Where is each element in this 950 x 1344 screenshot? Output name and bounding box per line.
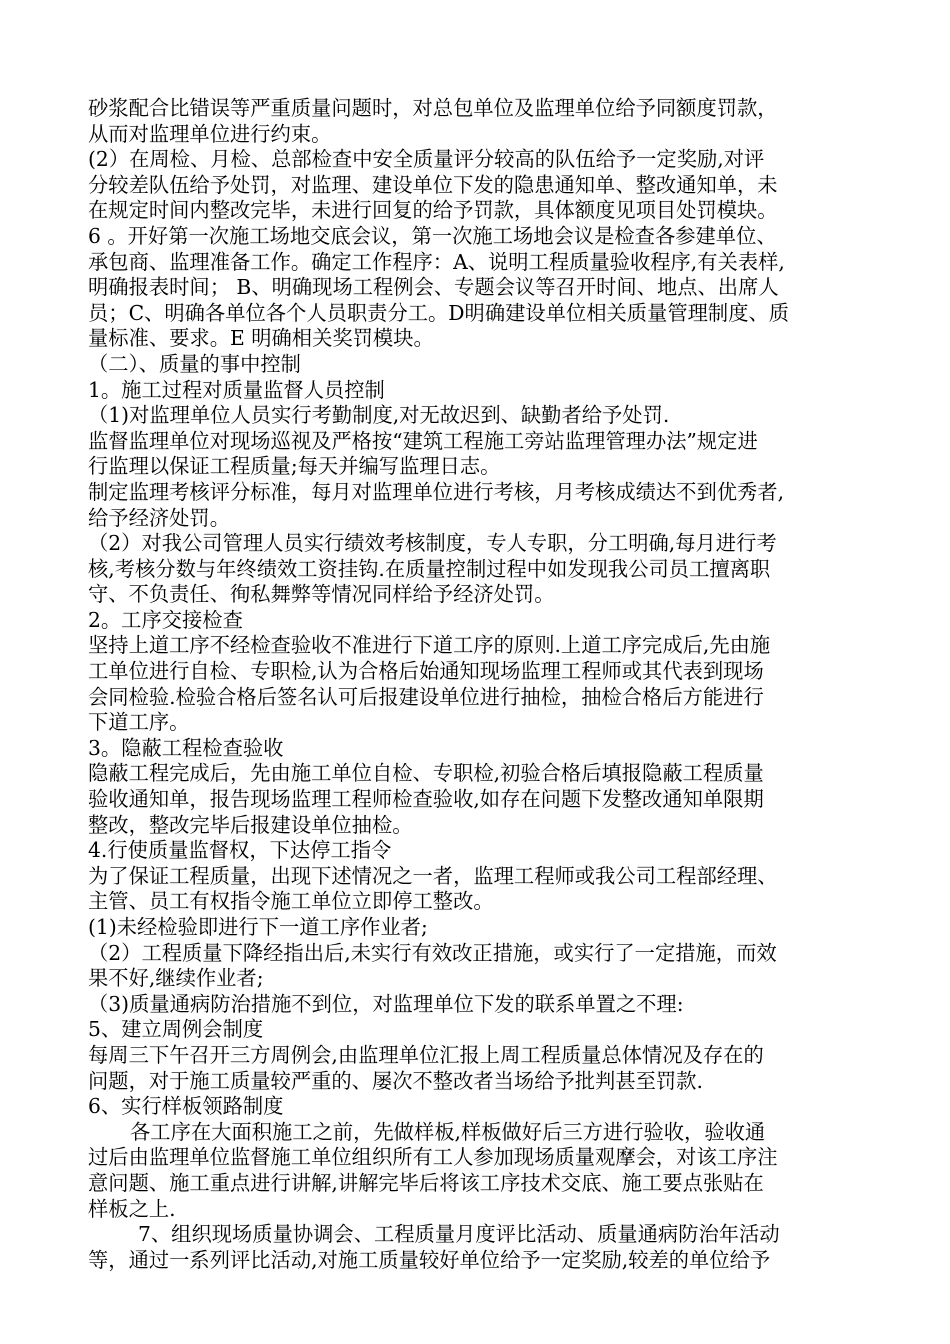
text-line: （2）工程质量下降经指出后,未实行有效改正措施，或实行了一定措施，而效 <box>88 940 777 965</box>
text-line: 监督监理单位对现场巡视及严格按“建筑工程施工旁站监理管理办法”规定进 <box>88 428 758 453</box>
text-line: 明确报表时间； B、明确现场工程例会、专题会议等召开时间、地点、出席人 <box>88 275 779 300</box>
text-line: 承包商、监理准备工作。确定工作程序：A、说明工程质量验收程序,有关表样, <box>88 249 785 274</box>
text-line: 验收通知单，报告现场监理工程师检查验收,如存在问题下发整改通知单限期 <box>88 787 764 812</box>
section-heading: （二）、质量的事中控制 <box>88 351 301 376</box>
text-line: 从而对监理单位进行约束。 <box>88 121 332 146</box>
text-line: 分较差队伍给予处罚，对监理、建设单位下发的隐患通知单、整改通知单，未 <box>88 172 778 197</box>
document-body <box>88 96 858 1273</box>
subsection-heading: 1。施工过程对质量监督人员控制 <box>88 377 385 402</box>
text-line: 7、组织现场质量协调会、工程质量月度评比活动、质量通病防治年活动 <box>138 1222 780 1247</box>
text-line: 问题，对于施工质量较严重的、屡次不整改者当场给予批判甚至罚款. <box>88 1068 703 1093</box>
text-line: 每周三下午召开三方周例会,由监理单位汇报上周工程质量总体情况及存在的 <box>88 1042 764 1067</box>
text-line: 会同检验.检验合格后签名认可后报建设单位进行抽检，抽检合格后方能进行 <box>88 684 764 709</box>
text-line: 过后由监理单位监督施工单位组织所有工人参加现场质量观摩会，对该工序注 <box>88 1145 778 1170</box>
text-line: （3)质量通病防治措施不到位，对监理单位下发的联系单置之不理: <box>88 991 684 1016</box>
text-line: （2）对我公司管理人员实行绩效考核制度，专人专职，分工明确,每月进行考 <box>88 531 777 556</box>
subsection-heading: 2。工序交接检查 <box>88 607 243 632</box>
subsection-heading: 4.行使质量监督权，下达停工指令 <box>88 838 392 863</box>
text-line: 隐蔽工程完成后，先由施工单位自检、专职检,初验合格后填报隐蔽工程质量 <box>88 761 764 786</box>
text-line: 核,考核分数与年终绩效工资挂钩.在质量控制过程中如发现我公司员工擅离职 <box>88 556 771 581</box>
text-line: 意问题、施工重点进行讲解,讲解完毕后将该工序技术交底、施工要点张贴在 <box>88 1170 764 1195</box>
text-line: 等，通过一系列评比活动,对施工质量较好单位给予一定奖励,较差的单位给予 <box>88 1247 771 1272</box>
text-line: 制定监理考核评分标准，每月对监理单位进行考核，月考核成绩达不到优秀者, <box>88 479 785 504</box>
text-line: 砂浆配合比错误等严重质量问题时，对总包单位及监理单位给予同额度罚款， <box>88 96 778 120</box>
text-line: 工单位进行自检、专职检,认为合格后始通知现场监理工程师或其代表到现场 <box>88 659 764 684</box>
text-line: 整改，整改完毕后报建设单位抽检。 <box>88 812 413 837</box>
text-line: 坚持上道工序不经检查验收不准进行下道工序的原则.上道工序完成后,先由施 <box>88 633 771 658</box>
text-line: (2）在周检、月检、总部检查中安全质量评分较高的队伍给予一定奖励,对评 <box>88 147 765 172</box>
subsection-heading: 5、建立周例会制度 <box>88 1017 264 1042</box>
text-line: 在规定时间内整改完毕，未进行回复的给予罚款，具体额度见项目处罚模块。 <box>88 198 778 223</box>
text-line: 行监理以保证工程质量;每天并编写监理日志。 <box>88 454 501 479</box>
text-line: 量标准、要求。E 明确相关奖罚模块。 <box>88 326 434 351</box>
text-line: 各工序在大面积施工之前，先做样板,样板做好后三方进行验收，验收通 <box>130 1119 766 1144</box>
subsection-heading: 6、实行样板领路制度 <box>88 1094 284 1119</box>
text-line: 果不好,继续作业者; <box>88 966 264 991</box>
text-line: （1)对监理单位人员实行考勤制度,对无故迟到、缺勤者给予处罚. <box>88 403 670 428</box>
text-line: 给予经济处罚。 <box>88 505 230 530</box>
subsection-heading: 3。隐蔽工程检查验收 <box>88 735 284 760</box>
text-line: 员；C、明确各单位各个人员职责分工。D明确建设单位相关质量管理制度、质 <box>88 300 790 325</box>
text-line: 样板之上. <box>88 1196 176 1221</box>
text-line: 主管、员工有权指令施工单位立即停工整改。 <box>88 889 494 914</box>
text-line: 为了保证工程质量，出现下述情况之一者，监理工程师或我公司工程部经理、 <box>88 863 778 888</box>
text-line: 下道工序。 <box>88 710 190 735</box>
text-line: 6 。开好第一次施工场地交底会议，第一次施工场地会议是检查各参建单位、 <box>88 223 777 248</box>
text-line: 守、不负责任、徇私舞弊等情况同样给予经济处罚。 <box>88 582 555 607</box>
text-line: (1)未经检验即进行下一道工序作业者; <box>88 915 428 939</box>
